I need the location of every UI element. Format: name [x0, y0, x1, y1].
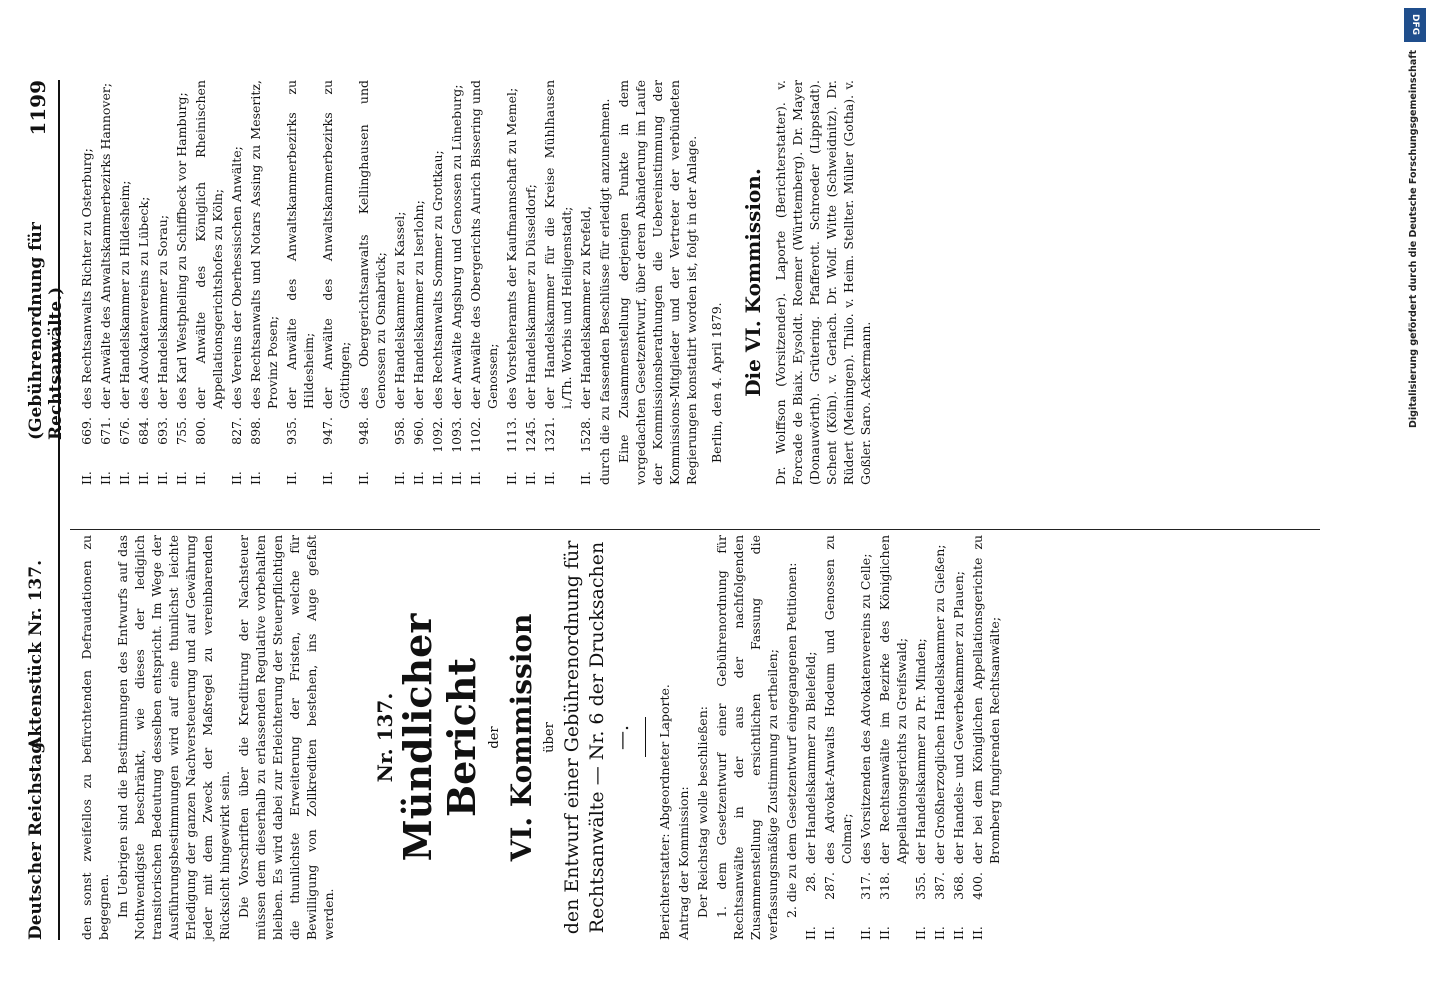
petition-entry: [821, 535, 855, 940]
left-petition-list: [802, 535, 1003, 940]
petition-text: der Handelskammer zu Düsseldorf;: [523, 184, 538, 409]
petition-roman: II.: [356, 471, 371, 485]
petition-entry: [503, 80, 520, 485]
petition-number: 1528.: [578, 417, 593, 453]
intro-text: den sonst zweifellos zu befürchtenden Defraudationen zu begegnen.: [79, 535, 111, 940]
petition-roman: II.: [877, 926, 892, 940]
resolution-item-2: 2. die zu dem Gesetzentwurf eingegangenen Petitionen:: [784, 562, 799, 918]
petition-text: der Handelskammer zu Kassel;: [392, 211, 407, 409]
petition-text: der Anwälte Angsburg und Genossen zu Lüneburg;: [449, 84, 464, 409]
section-number: Nr. 137.: [373, 692, 397, 783]
page-header: [14, 80, 66, 940]
petition-text: der Anwälte des Obergerichts Aurich Bissering und Genossen;: [468, 80, 500, 409]
petition-entry: [192, 80, 226, 485]
petition-number: 1245.: [523, 417, 538, 453]
paragraph-2: Die Vorschriften über die Kreditirung der Nachsteuer müssen dem dieserhalb zu erlassenden Regulative vorbehalten bleiben. Es wird dabei zur Erleichterung der Steuerpflichtigen die thunlichste Erweiterung der Fristen, welche für Bewilligung von Zollkrediten bestehen, ins Auge gefaßt werden.: [236, 535, 336, 940]
petition-text: des Vorsteheramts der Kaufmannschaft zu Memel;: [504, 87, 519, 409]
petition-roman: II.: [468, 471, 483, 485]
commission-members: Dr. Wolffson (Vorsitzender). Laporte (Berichterstatter). v. Forcade de Biaix. Eysoldt. Roemer (Württemberg). Dr. Mayer (Donauwörth). Grütering. Pfafferott. Schroeder (Lippstadt). Schent (Köln). v. Gerlach. Dr. Wolf. Witte (Schweidnitz). Dr. Rüdert (Meiningen). Thilo. v. Heim. Stellter. Müller (Gotha). v. Goßler. Saro. Ackermann.: [773, 80, 873, 485]
antrag: Antrag der Kommission:: [676, 786, 691, 940]
petition-roman: II.: [803, 926, 818, 940]
petition-number: 960.: [411, 417, 426, 445]
petition-entry: [247, 80, 281, 485]
petition-roman: II.: [970, 926, 985, 940]
petition-entry: [319, 80, 353, 485]
petition-text: des Rechtsanwalts Sommer zu Grottkau;: [430, 150, 445, 409]
petition-entry: [116, 80, 133, 485]
petition-text: der Handelskammer zu Bielefeld;: [803, 651, 818, 864]
petition-roman: II.: [542, 471, 557, 485]
petition-text: des Advokat-Anwalts Hodeum und Genossen zu Colmar;: [822, 535, 854, 864]
dfg-logo: DFG: [1404, 8, 1426, 42]
dfg-credit: Digitalisierung gefördert durch die Deutsche Forschungsgemeinschaft: [1408, 50, 1419, 428]
petition-number: 1102.: [468, 417, 483, 453]
petition-entry: [78, 80, 95, 485]
petition-number: 755.: [174, 417, 189, 445]
petition-number: 684.: [136, 417, 151, 445]
petition-entry: [429, 80, 446, 485]
petition-entry: [355, 80, 389, 485]
petition-roman: II.: [193, 471, 208, 485]
petition-entry: [802, 535, 819, 940]
zusammenstellung-text: Eine Zusammenstellung derjenigen Punkte in dem vorgedachten Gesetzentwurf, über deren Abänderung im Laufe der Kommissionsberathungen die Uebereinstimmung der Kommissions-Mitglieder und der Vertreter der verbündeten Regierungen konstatirt worden ist, folgt in der Anlage.: [616, 80, 699, 485]
page-number: 1199: [26, 80, 50, 136]
report-ueber: über: [542, 722, 557, 753]
petition-roman: II.: [932, 926, 947, 940]
petition-number: 1093.: [449, 417, 464, 453]
petition-number: 400.: [970, 872, 985, 900]
petition-entry: [97, 80, 114, 485]
petition-text: der Handelskammer zu Krefeld,: [578, 206, 593, 409]
petition-number: 1092.: [430, 417, 445, 453]
petition-entry: [857, 535, 874, 940]
paragraph-1: Im Uebrigen sind die Bestimmungen des Entwurfs auf das Nothwendigste beschränkt, wie dieses der lediglich transitorischen Bedeutung desselben entspricht. Im Wege der Ausführungsbestimmungen wird auf eine thunlichst leichte Erledigung der ganzen Nachversteuerung und auf Gewährung jeder mit dem Zweck der Maßregel zu vereinbarenden Rücksicht hingewirkt sein.: [115, 535, 232, 940]
petition-text: der Handelskammer zu Sorau;: [155, 214, 170, 409]
petition-roman: II.: [822, 926, 837, 940]
petition-number: 671.: [98, 417, 113, 445]
petition-number: 898.: [248, 417, 263, 445]
petition-roman: II.: [951, 926, 966, 940]
petition-text: der Anwälte des Anwaltskammerbezirks zu Hildesheim;: [284, 80, 316, 409]
report-der: der: [487, 726, 502, 749]
petition-roman: II.: [320, 471, 335, 485]
petition-text: der Handelskammer zu Hildesheim;: [117, 180, 132, 409]
petition-number: 935.: [284, 417, 299, 445]
petition-entry: [228, 80, 245, 485]
petition-text: der Handelskammer zu Pr. Minden;: [913, 638, 928, 864]
petition-roman: II.: [136, 471, 151, 485]
petition-entry: [410, 80, 427, 485]
title-rule: [645, 718, 646, 758]
petition-entry: [912, 535, 929, 940]
petition-roman: II.: [449, 471, 464, 485]
petition-roman: II.: [858, 926, 873, 940]
date-line: Berlin, den 4. April 1879.: [709, 302, 724, 463]
petition-text: der Anwälte des Königlich Rheinischen Appellationsgerichtshofes zu Köln;: [193, 80, 225, 409]
petition-entry: [154, 80, 171, 485]
petition-entry: [173, 80, 190, 485]
petition-entry: [876, 535, 910, 940]
petition-text: des Vorsitzenden des Advokatenvereins zu Celle;: [858, 553, 873, 864]
report-subject: den Entwurf einer Gebührenordnung für Rechtsanwälte — Nr. 6 der Drucksachen —.: [561, 540, 633, 935]
petition-number: 368.: [951, 872, 966, 900]
petition-text: der Anwälte des Anwaltskammerbezirks Hannover;: [98, 82, 113, 409]
petition-text: der Handelskammer zu Iserlohn;: [411, 200, 426, 409]
petition-number: 693.: [155, 417, 170, 445]
petition-text: des Rechtsanwalts und Notars Assing zu Meseritz, Provinz Posen;: [248, 80, 280, 409]
petition-entry: [950, 535, 967, 940]
petition-entry: [969, 535, 1003, 940]
petition-roman: II.: [229, 471, 244, 485]
durch-text: durch die zu fassenden Beschlüsse für erledigt anzunehmen.: [597, 98, 612, 485]
resolution-item-1: 1. dem Gesetzentwurf einer Gebührenordnung für Rechtsanwälte in der aus der nachfolgenden Zusammenstellung ersichtlichen Fassung die verfassungsmäßige Zustimmung zu ertheilen;: [714, 535, 780, 940]
petition-text: des Vereins der Oberhessischen Anwälte;: [229, 146, 244, 409]
petition-text: der Großherzoglichen Handelskammer zu Gießen;: [932, 544, 947, 864]
petition-text: der bei dem Königlichen Appellationsgerichte zu Bromberg fungirenden Rechtsanwälte;: [970, 535, 1002, 864]
petition-text: der Rechtsanwälte im Bezirke des Königlichen Appellationsgerichts zu Greifswald;: [877, 535, 909, 864]
petition-roman: II.: [578, 471, 593, 485]
petition-entry: [467, 80, 501, 485]
petition-number: 387.: [932, 872, 947, 900]
petition-text: des Advokatenvereins zu Lübeck;: [136, 196, 151, 409]
petition-number: 1113.: [504, 417, 519, 453]
column-divider: [70, 529, 1320, 530]
petition-roman: II.: [392, 471, 407, 485]
petition-entry: [577, 80, 594, 485]
petition-number: 676.: [117, 417, 132, 445]
petition-entry: [135, 80, 152, 485]
header-left-title: Deutscher Reichstag.: [26, 735, 46, 940]
header-right-title: (Gebührenordnung für Rechtsanwälte.): [26, 222, 66, 440]
report-title: Mündlicher Bericht: [395, 613, 484, 862]
petition-number: 28.: [803, 872, 818, 892]
header-center-title: Aktenstück Nr. 137.: [26, 559, 46, 750]
petition-roman: II.: [430, 471, 445, 485]
petition-roman: II.: [504, 471, 519, 485]
petition-number: 800.: [193, 417, 208, 445]
petition-roman: II.: [248, 471, 263, 485]
reichstag-resolution: Der Reichstag wolle beschließen:: [695, 706, 710, 918]
petition-roman: II.: [79, 471, 94, 485]
petition-entry: [283, 80, 317, 485]
berichterstatter: Berichterstatter: Abgeordneter Laporte.: [657, 684, 672, 940]
petition-entry: [448, 80, 465, 485]
right-petition-list: [78, 80, 594, 485]
petition-number: 669.: [79, 417, 94, 445]
petition-text: der Handels- und Gewerbekammer zu Plauen;: [951, 571, 966, 864]
petition-entry: [541, 80, 575, 485]
petition-number: 947.: [320, 417, 335, 445]
petition-roman: II.: [117, 471, 132, 485]
petition-number: 318.: [877, 872, 892, 900]
petition-roman: II.: [174, 471, 189, 485]
petition-roman: II.: [155, 471, 170, 485]
commission-title: VI. Kommission: [505, 613, 538, 862]
petition-entry: [931, 535, 948, 940]
petition-roman: II.: [523, 471, 538, 485]
petition-number: 948.: [356, 417, 371, 445]
left-column: [78, 535, 1005, 940]
petition-roman: II.: [411, 471, 426, 485]
petition-text: des Rechtsanwalts Richter zu Osterburg;: [79, 148, 94, 409]
petition-roman: II.: [284, 471, 299, 485]
petition-roman: II.: [98, 471, 113, 485]
petition-number: 827.: [229, 417, 244, 445]
petition-number: 317.: [858, 872, 873, 900]
petition-text: des Obergerichtsanwalts Kellinghausen und Genossen zu Osnabrück;: [356, 80, 388, 409]
petition-number: 287.: [822, 872, 837, 900]
petition-text: der Handelskammer für die Kreise Mühlhausen i./Th. Worbis und Heiligenstadt;: [542, 80, 574, 409]
petition-entry: [522, 80, 539, 485]
right-column: [78, 80, 876, 485]
petition-entry: [391, 80, 408, 485]
petition-roman: II.: [913, 926, 928, 940]
petition-text: des Karl Westpheling zu Schiffbeck vor Hamburg;: [174, 92, 189, 409]
petition-number: 1321.: [542, 417, 557, 453]
commission-signature-title: Die VI. Kommission.: [741, 168, 765, 397]
petition-number: 355.: [913, 872, 928, 900]
petition-text: der Anwälte des Anwaltskammerbezirks zu Göttingen;: [320, 80, 352, 409]
petition-number: 958.: [392, 417, 407, 445]
